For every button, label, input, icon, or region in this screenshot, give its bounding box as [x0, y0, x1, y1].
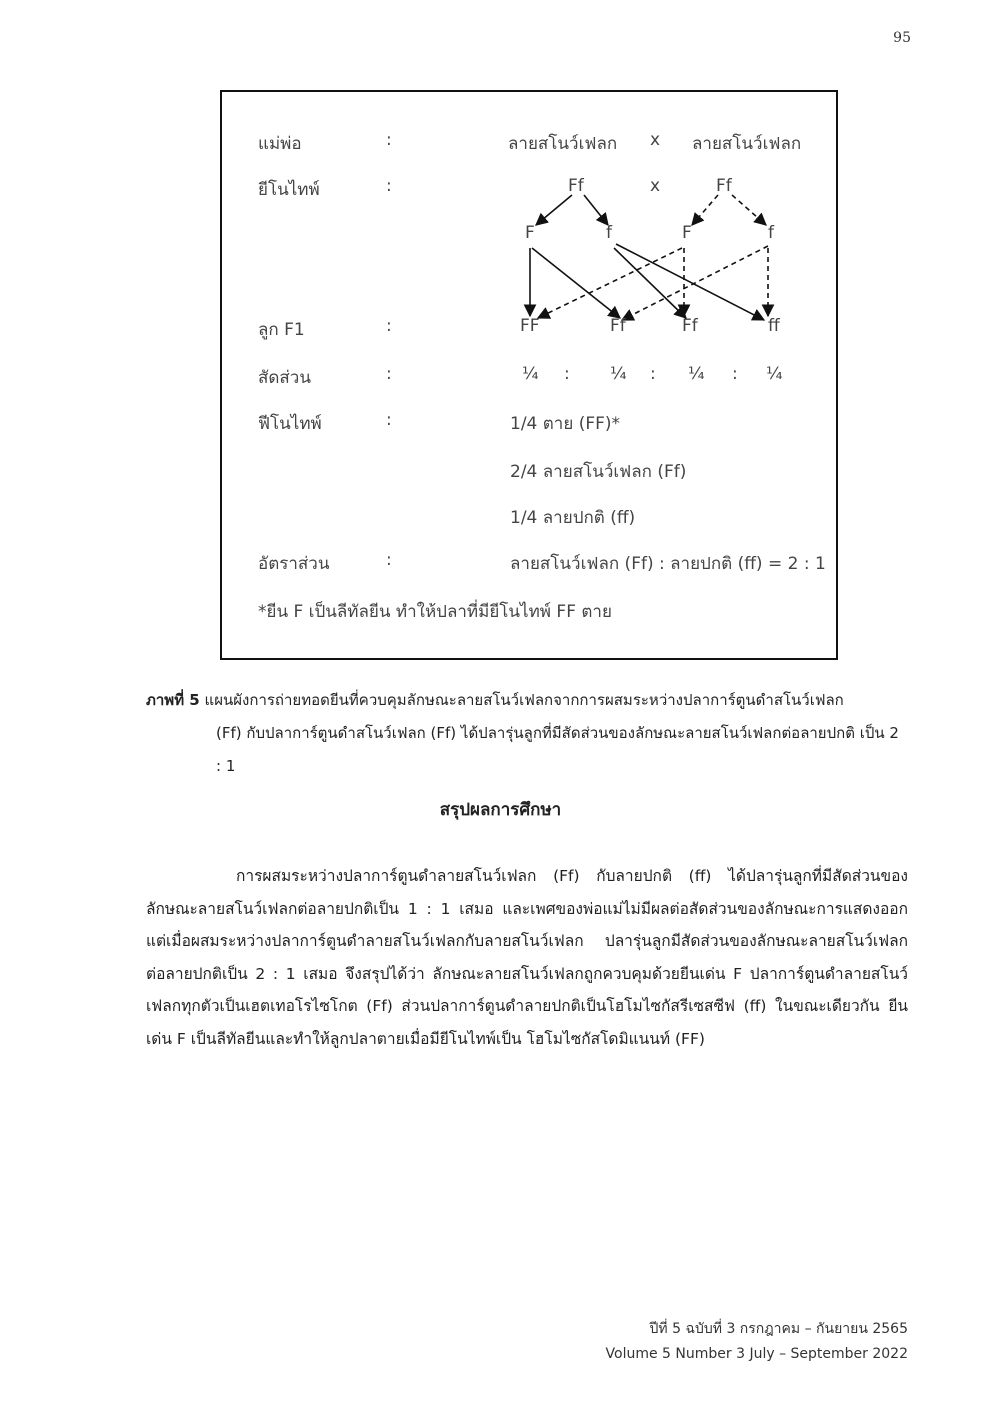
ratio-result: ลายสโนว์เฟลก (Ff) : ลายปกติ (ff) = 2 : 1 — [510, 554, 826, 574]
row-label-f1: ลูก F1 — [258, 320, 305, 340]
genotype-cross: x — [650, 176, 661, 196]
page-number: 95 — [893, 30, 911, 46]
arrow-f1-to-Ff — [614, 248, 686, 318]
proportion: ¼ — [766, 364, 783, 384]
conclusion-text: การผสมระหว่างปลาการ์ตูนดำลายสโนว์เฟลก (Ff) กับลายปกติ (ff) ได้ปลารุ่นลูกที่มีสัดส่วนของลักษณะลายสโนว์เฟลกต่อลายปกติเป็น 1 : 1 เสมอ และเพศของพ่อแม่ไม่มีผลต่อสัดส่วนของลักษณะการแสดงออก แต่เมื่อผสมระหว่างปลาการ์ตูนดำลายสโนว์เฟลกกับลายสโนว์เฟลก ปลารุ่นลูกมีสัดส่วนของลักษณะลายสโนว์เฟลกต่อลายปกติเป็น 2 : 1 เสมอ จึงสรุปได้ว่า ลักษณะลายสโนว์เฟลกถูกควบคุมด้วยยีนเด่น F ปลาการ์ตูนดำลายสโนว์เฟลกทุกตัวเป็นเฮตเทอโรไซโกต (Ff) ส่วนปลาการ์ตูนดำลายปกติเป็นโฮโมไซกัสรีเซสซีฟ (ff) ในขณะเดียวกัน ยีนเด่น F เป็นลีทัลยีนและทำให้ลูกปลาตายเมื่อมียีโนไทพ์เป็น โฮโมไซกัสโดมิแนนท์ (FF) — [146, 867, 908, 1048]
row-label-genotype: ยีโนไทพ์ — [258, 180, 320, 200]
offspring: Ff — [682, 316, 698, 336]
row-colon: : — [386, 316, 392, 336]
conclusion-paragraph — [146, 860, 908, 1055]
row-label-parents: แม่พ่อ — [258, 134, 302, 154]
gamete: f — [606, 223, 612, 243]
proportion-sep: : — [732, 364, 738, 384]
row-colon: : — [386, 410, 392, 430]
row-label-proportion: สัดส่วน — [258, 368, 311, 388]
arrow-f2-to-Ff — [622, 246, 768, 320]
proportion-sep: : — [564, 364, 570, 384]
parent-right: ลายสโนว์เฟลก — [692, 134, 802, 154]
proportion: ¼ — [522, 364, 539, 384]
genotype-right: Ff — [716, 176, 732, 196]
phenotype-normal: 1/4 ลายปกติ (ff) — [510, 508, 636, 528]
row-label-phenotype: ฟีโนไทพ์ — [258, 414, 322, 434]
arrow-f1-to-ff — [616, 244, 764, 320]
phenotype-snowflake: 2/4 ลายสโนว์เฟลก (Ff) — [510, 462, 687, 482]
proportion: ¼ — [610, 364, 627, 384]
figure-footnote: *ยีน F เป็นลีทัลยีน ทำให้ปลาที่มียีโนไทพ์ FF ตาย — [258, 602, 612, 622]
row-colon: : — [386, 364, 392, 384]
footer-english: Volume 5 Number 3 July – September 2022 — [605, 1346, 908, 1362]
gamete: F — [682, 223, 692, 243]
genotype-left: Ff — [568, 176, 584, 196]
gamete: F — [525, 223, 535, 243]
parent-left: ลายสโนว์เฟลก — [508, 134, 618, 154]
arrow-parent1-to-F — [536, 195, 572, 225]
parent-cross: x — [650, 130, 661, 150]
figure-caption — [146, 684, 908, 783]
arrow-parent2-to-F — [692, 195, 718, 225]
row-colon: : — [386, 130, 392, 150]
row-colon: : — [386, 176, 392, 196]
offspring: FF — [520, 316, 540, 336]
proportion: ¼ — [688, 364, 705, 384]
row-colon: : — [386, 550, 392, 570]
section-heading: สรุปผลการศึกษา — [439, 800, 562, 820]
row-label-ratio: อัตราส่วน — [258, 554, 330, 574]
arrow-parent2-to-f — [732, 195, 766, 225]
arrow-F1-to-Ff — [532, 248, 620, 318]
gamete: f — [768, 223, 774, 243]
caption-line2: (Ff) กับปลาการ์ตูนดำสโนว์เฟลก (Ff) ได้ปลารุ่นลูกที่มีสัดส่วนของลักษณะลายสโนว์เฟลกต่อลายปกติ เป็น 2 : 1 — [216, 724, 899, 775]
caption-line1: แผนผังการถ่ายทอดยีนที่ควบคุมลักษณะลายสโนว์เฟลกจากการผสมระหว่างปลาการ์ตูนดำสโนว์เฟลก — [204, 691, 844, 709]
proportion-sep: : — [650, 364, 656, 384]
offspring: ff — [768, 316, 780, 336]
arrow-parent1-to-f — [584, 195, 608, 225]
caption-label: ภาพที่ 5 — [146, 691, 200, 709]
footer-thai: ปีที่ 5 ฉบับที่ 3 กรกฎาคม – กันยายน 2565 — [649, 1321, 908, 1337]
phenotype-dead: 1/4 ตาย (FF)* — [510, 414, 621, 434]
arrow-F2-to-FF — [538, 248, 682, 318]
inheritance-diagram-figure — [220, 90, 838, 660]
offspring: Ff — [610, 316, 626, 336]
